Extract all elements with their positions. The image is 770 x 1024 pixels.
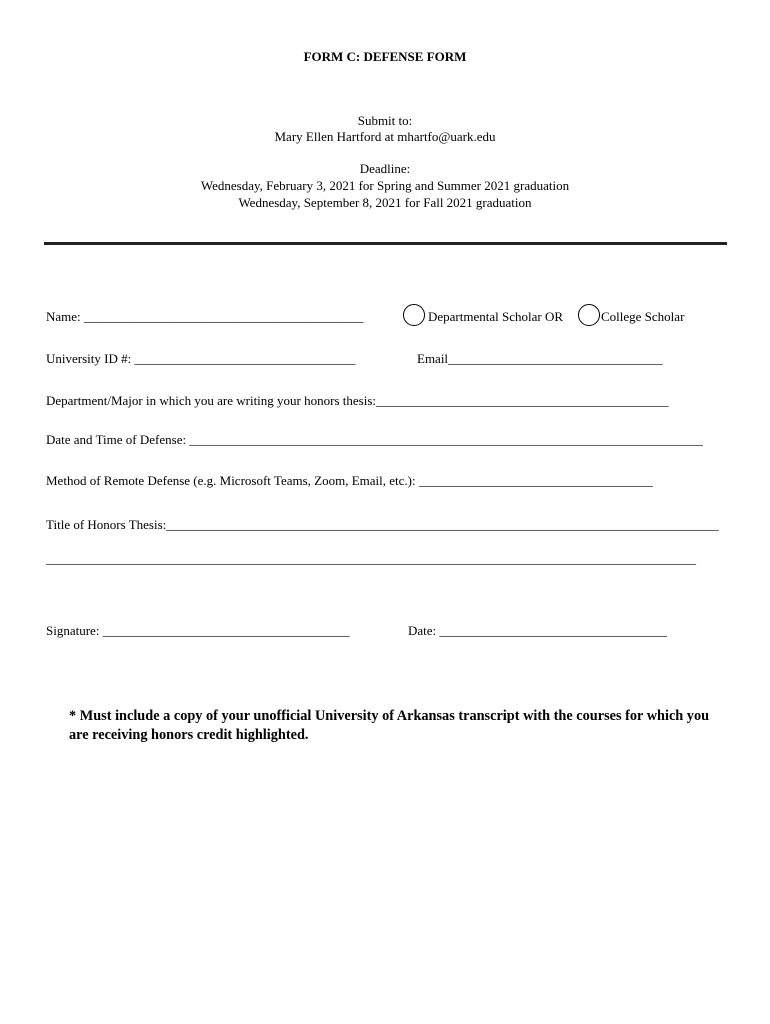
signature-field[interactable]: Signature: ______________________________________	[46, 623, 350, 638]
form-title: FORM C: DEFENSE FORM	[303, 49, 467, 64]
deadline-fall: Wednesday, September 8, 2021 for Fall 2021 graduation	[238, 195, 532, 210]
defense-method-field[interactable]: Method of Remote Defense (e.g. Microsoft Teams, Zoom, Email, etc.): ____________________________________	[46, 473, 653, 488]
submit-contact: Mary Ellen Hartford at mhartfo@uark.edu	[274, 129, 496, 144]
thesis-title-field[interactable]: Title of Honors Thesis:_____________________________________________________________________________________	[46, 517, 719, 532]
thesis-title-continuation[interactable]: ____________________________________________________________________________________________________	[46, 551, 696, 566]
transcript-note: * Must include a copy of your unofficial University of Arkansas transcript with the courses for which you are receiving honors credit highlighted.	[69, 708, 710, 743]
college-scholar-radio[interactable]	[578, 304, 600, 326]
departmental-scholar-label: Departmental Scholar OR	[428, 309, 564, 324]
department-field[interactable]: Department/Major in which you are writing your honors thesis:_____________________________________________	[46, 393, 669, 408]
signature-date-field[interactable]: Date: ___________________________________	[408, 623, 667, 638]
departmental-scholar-radio[interactable]	[403, 304, 425, 326]
section-divider	[44, 242, 727, 245]
college-scholar-label: College Scholar	[601, 309, 685, 324]
submit-label: Submit to:	[357, 113, 413, 128]
email-field[interactable]: Email_________________________________	[417, 351, 663, 366]
university-id-field[interactable]: University ID #: __________________________________	[46, 351, 356, 366]
deadline-label: Deadline:	[359, 161, 411, 176]
deadline-spring: Wednesday, February 3, 2021 for Spring and Summer 2021 graduation	[200, 178, 570, 193]
name-field[interactable]: Name: ___________________________________________	[46, 309, 364, 324]
defense-date-time-field[interactable]: Date and Time of Defense: _______________________________________________________________________________	[46, 432, 703, 447]
